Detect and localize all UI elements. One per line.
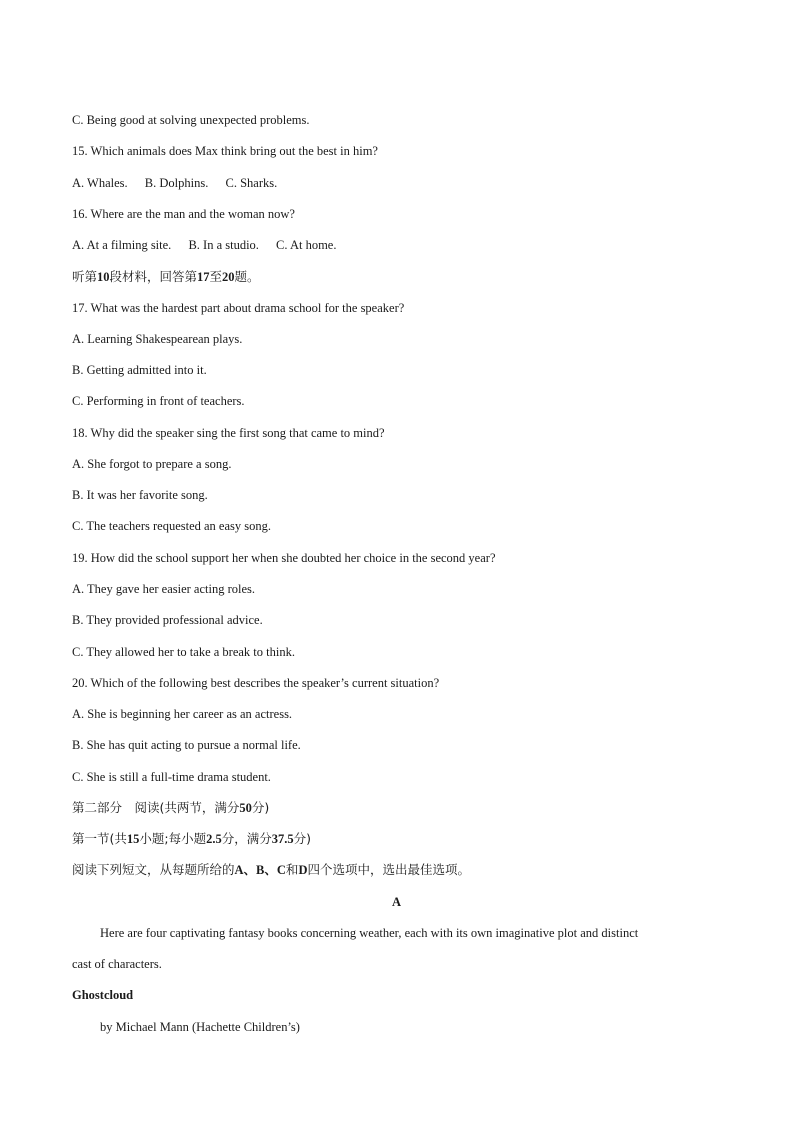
q18-option-c: C. The teachers requested an easy song.: [72, 519, 272, 533]
q15-question: 15. Which animals does Max think bring out the best in him?: [72, 144, 378, 158]
q19-option-c: C. They allowed her to take a break to think.: [72, 645, 295, 659]
q18-option-a: A. She forgot to prepare a song.: [72, 457, 232, 471]
part-2-heading: 第二部分 阅读(共两节，满分50分): [72, 800, 270, 815]
q18-question: 18. Why did the speaker sing the first song that came to mind?: [72, 426, 385, 440]
q19-question: 19. How did the school support her when she doubted her choice in the second year?: [72, 551, 496, 565]
q18-option-b: B. It was her favorite song.: [72, 488, 208, 502]
q17-option-a: A. Learning Shakespearean plays.: [72, 332, 243, 346]
q20-question: 20. Which of the following best describes the speaker’s current situation?: [72, 676, 440, 690]
q15-options: [72, 175, 291, 191]
q15-option-b: B. Dolphins.: [144, 176, 209, 190]
q19-option-b: B. They provided professional advice.: [72, 613, 263, 627]
book-author: by Michael Mann (Hachette Children’s): [100, 1020, 300, 1034]
q15-option-a: A. Whales.: [72, 176, 128, 190]
book-title: Ghostcloud: [72, 988, 134, 1002]
q20-option-b: B. She has quit acting to pursue a normal life.: [72, 738, 301, 752]
q17-option-c: C. Performing in front of teachers.: [72, 394, 245, 408]
q16-option-a: A. At a filming site.: [72, 238, 172, 252]
reading-instructions: 阅读下列短文，从每题所给的A、B、C和D四个选项中，选出最佳选项。: [72, 862, 470, 877]
q16-option-c: C. At home.: [276, 238, 337, 252]
q15-option-c: C. Sharks.: [225, 176, 278, 190]
q16-option-b: B. In a studio.: [188, 238, 259, 252]
passage-intro-line-1: Here are four captivating fantasy books concerning weather, each with its own imaginative plot and distinct: [100, 926, 639, 940]
q17-option-b: B. Getting admitted into it.: [72, 363, 207, 377]
passage-label: A: [391, 895, 402, 909]
q19-option-a: A. They gave her easier acting roles.: [72, 582, 256, 596]
q20-option-a: A. She is beginning her career as an actress.: [72, 707, 293, 721]
q16-options: [72, 237, 350, 253]
section-1-heading: 第一节(共15小题;每小题2.5分，满分37.5分): [72, 831, 312, 846]
passage-intro-line-2: cast of characters.: [72, 957, 162, 971]
q17-question: 17. What was the hardest part about drama school for the speaker?: [72, 301, 405, 315]
q16-question: 16. Where are the man and the woman now?: [72, 207, 295, 221]
section-10-heading: 听第10段材料，回答第17至20题。: [72, 269, 260, 284]
q20-option-c: C. She is still a full-time drama student.: [72, 770, 271, 784]
q14-option-c: C. Being good at solving unexpected problems.: [72, 113, 310, 127]
